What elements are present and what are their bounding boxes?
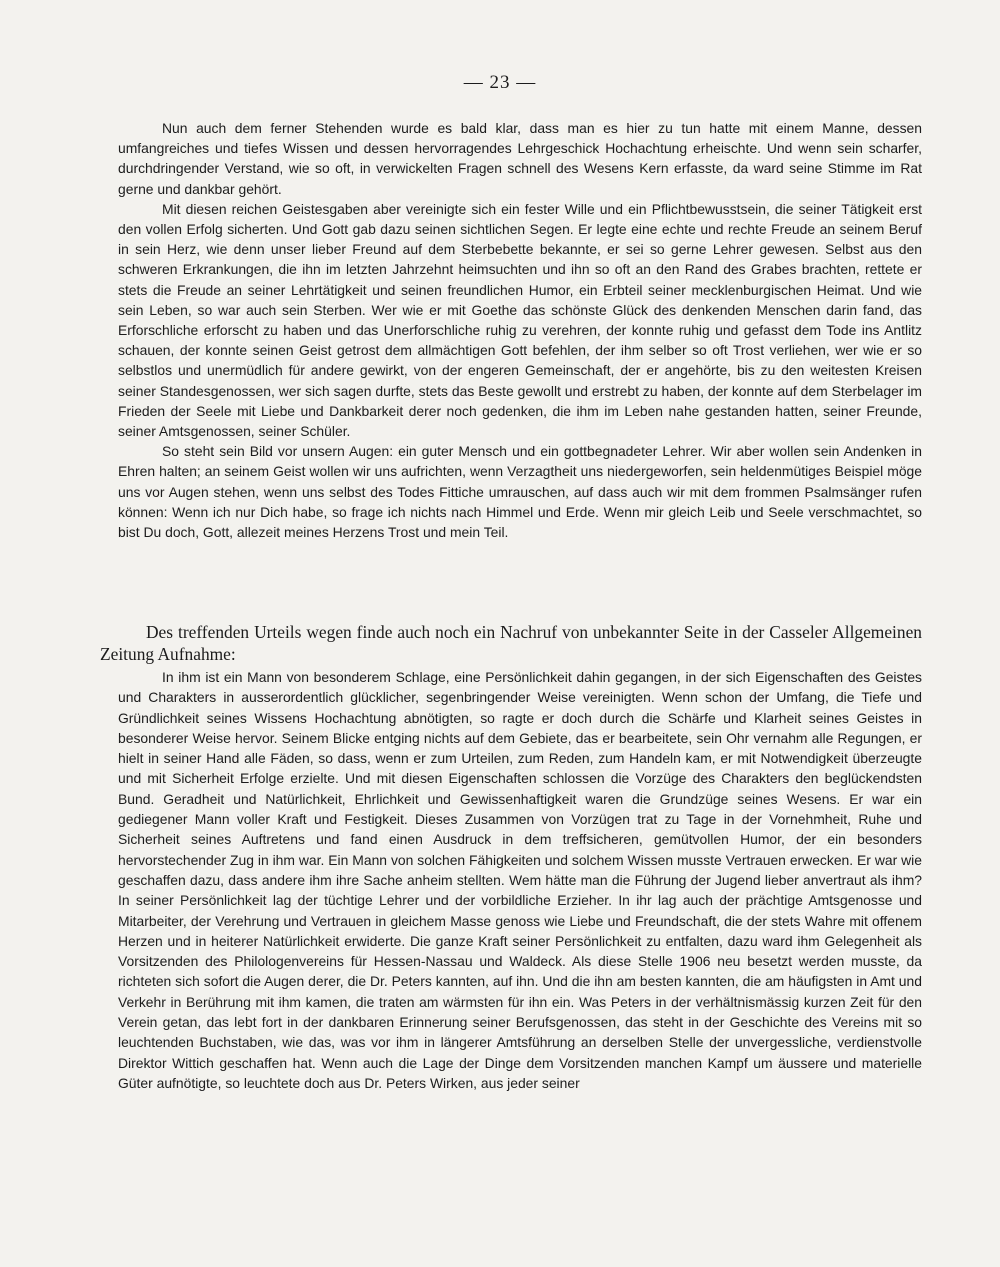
intro-text <box>100 621 922 665</box>
main-text <box>118 118 922 542</box>
paragraph: So steht sein Bild vor unsern Augen: ein guter Mensch und ein gottbegnadeter Lehrer. Wir aber wollen sein Andenken in Ehren halten; an seinem Geist wollen wir uns aufrichten, wenn Verzagtheit uns niedergeworfen, sein heldenmütiges Beispiel möge uns vor Augen stehen, wenn uns selbst des Todes Fittiche umrauschen, auf dass auch wir mit dem frommen Psalmsänger rufen können: Wenn ich nur Dich habe, so frage ich nichts nach Himmel und Erde. Wenn mir gleich Leib und Seele verschmachtet, so bist Du doch, Gott, allezeit meines Herzens Trost und mein Teil. <box>118 443 922 541</box>
paragraph: Mit diesen reichen Geistesgaben aber vereinigte sich ein fester Wille und ein Pflichtbewusstsein, die seiner Tätigkeit erst den vollen Erfolg sicherten. Und Gott gab dazu seinen sichtlichen Segen. Er legte eine echte und rechte Freude an seinem Beruf in sein Herz, wie denn unser lieber Freund auf dem Sterbebette bekannte, er sei so gerne Lehrer gewesen. Selbst aus den schweren Erkrankungen, die ihn im letzten Jahrzehnt heimsuchten und ihn so oft an den Rand des Grabes brachten, rettete er stets die Freude an seiner Lehrtätigkeit und seinen freundlichen Humor, ein Erbteil seiner mecklenburgischen Heimat. Und wie sein Leben, so war auch sein Sterben. Wer wie er mit Goethe das schönste Glück des denkenden Menschen darin fand, das Erforschliche erforscht zu haben und das Unerforschliche ruhig zu verehren, der konnte ruhig und gefasst dem Tode ins Antlitz schauen, der konnte seinen Geist getrost dem allmächtigen Gott befehlen, der ihm selber so oft Trost verliehen, wer wie er so selbstlos und unermüdlich für andere gewirkt, von der engeren Gemeinschaft, der er angehörte, bis zu den weitesten Kreisen seiner Standesgenossen, wer sich sagen durfte, stets das Beste gewollt und erstrebt zu haben, der konnte auf dem Sterbelager im Frieden der Seele mit Liebe und Dankbarkeit derer noch gedenken, die ihm im Leben nahe gestanden hatten, seiner Freunde, seiner Amtsgenossen, seiner Schüler. <box>118 200 922 440</box>
paragraph: Nun auch dem ferner Stehenden wurde es bald klar, dass man es hier zu tun hatte mit einem Manne, dessen umfangreiches und tiefes Wissen und dessen hervorragendes Lehrgeschick Hochachtung erheischte. Und wenn sein scharfer, durchdringender Verstand, wie so oft, in verwickelten Fragen schnell des Wesens Kern erfasste, da ward seine Stimme im Rat gerne und dankbar gehört. <box>118 120 922 197</box>
quoted-obituary <box>118 667 922 1093</box>
quote-paragraph: In ihm ist ein Mann von besonderem Schlage, eine Persönlichkeit dahin gegangen, in der sich Eigenschaften des Geistes und Charakters in ausserordentlich glücklicher, segenbringender Weise vereinigten. Wenn schon der Umfang, die Tiefe und Gründlichkeit seines Wissens Hochachtung abnötigten, so ragte er doch durch die Schärfe und Klarheit seines Geistes in besonderer Weise hervor. Seinem Blicke entging nichts auf dem Gebiete, das er bearbeitete, sein Ohr vernahm alle Regungen, er hielt in seiner Hand alle Fäden, so dass, wenn er zum Urteilen, zum Reden, zum Handeln kam, er mit Notwendigkeit überzeugte und mit Sicherheit Erfolge erzielte. Und mit diesen Eigenschaften schlossen die Vorzüge des Charakters den beglückendsten Bund. Geradheit und Natürlichkeit, Ehrlichkeit und Gewissenhaftigkeit waren die Grundzüge seines Wesens. Er war ein gediegener Mann voller Kraft und Festigkeit. Dieses Zusammen von Vorzügen trat zu Tage in der Vornehmheit, Ruhe und Sicherheit seines Auftretens und fand einen Ausdruck in dem treffsicheren, gemütvollen Humor, der ein besonders hervorstechender Zug in ihm war. Ein Mann von solchen Fähigkeiten und solchem Wissen musste Vertrauen erwecken. Er war wie geschaffen dazu, dass andere ihm ihre Sache anheim stellten. Wem hätte man die Führung der Jugend lieber anvertraut als ihm? In seiner Persönlichkeit lag der tüchtige Lehrer und der vorbildliche Erzieher. In ihr lag auch der prächtige Amtsgenosse und Mitarbeiter, der Verehrung und Vertrauen in gleichem Masse genoss wie Liebe und Freundschaft, die der stets Wahre mit offenem Herzen und in heiterer Natürlichkeit erwiderte. Die ganze Kraft seiner Persönlichkeit zu entfalten, dazu ward ihm Gelegenheit als Vorsitzenden des Philologenvereins für Hessen-Nassau und Waldeck. Als diese Stelle 1906 neu besetzt werden musste, da richteten sich sofort die Augen derer, die Dr. Peters kannten, auf ihn. Und die ihn am besten kannten, die am häufigsten in Amt und Verkehr in Berührung mit ihm kamen, die traten am wärmsten für ihn ein. Was Peters in der verhältnismässig kurzen Zeit für den Verein getan, das lebt fort in der dankbaren Erinnerung seiner Berufsgenossen, das steht in der Geschichte des Vereins mit so leuchtenden Buchstaben, wie das, was vor ihm in längerer Amtsführung an derselben Stelle der unvergessliche, verdienstvolle Direktor Wittich geschaffen hat. Wenn auch die Lage der Dinge dem Vorsitzenden manchen Kampf um äussere und materielle Güter aufnötigte, so leuchtete doch aus Dr. Peters Wirken, aus jeder seiner <box>118 669 922 1091</box>
page-number: — 23 — <box>463 72 537 93</box>
intro-paragraph: Des treffenden Urteils wegen finde auch noch ein Nachruf von unbekannter Seite in der Casseler Allgemeinen Zeitung Aufnahme: <box>100 622 922 664</box>
